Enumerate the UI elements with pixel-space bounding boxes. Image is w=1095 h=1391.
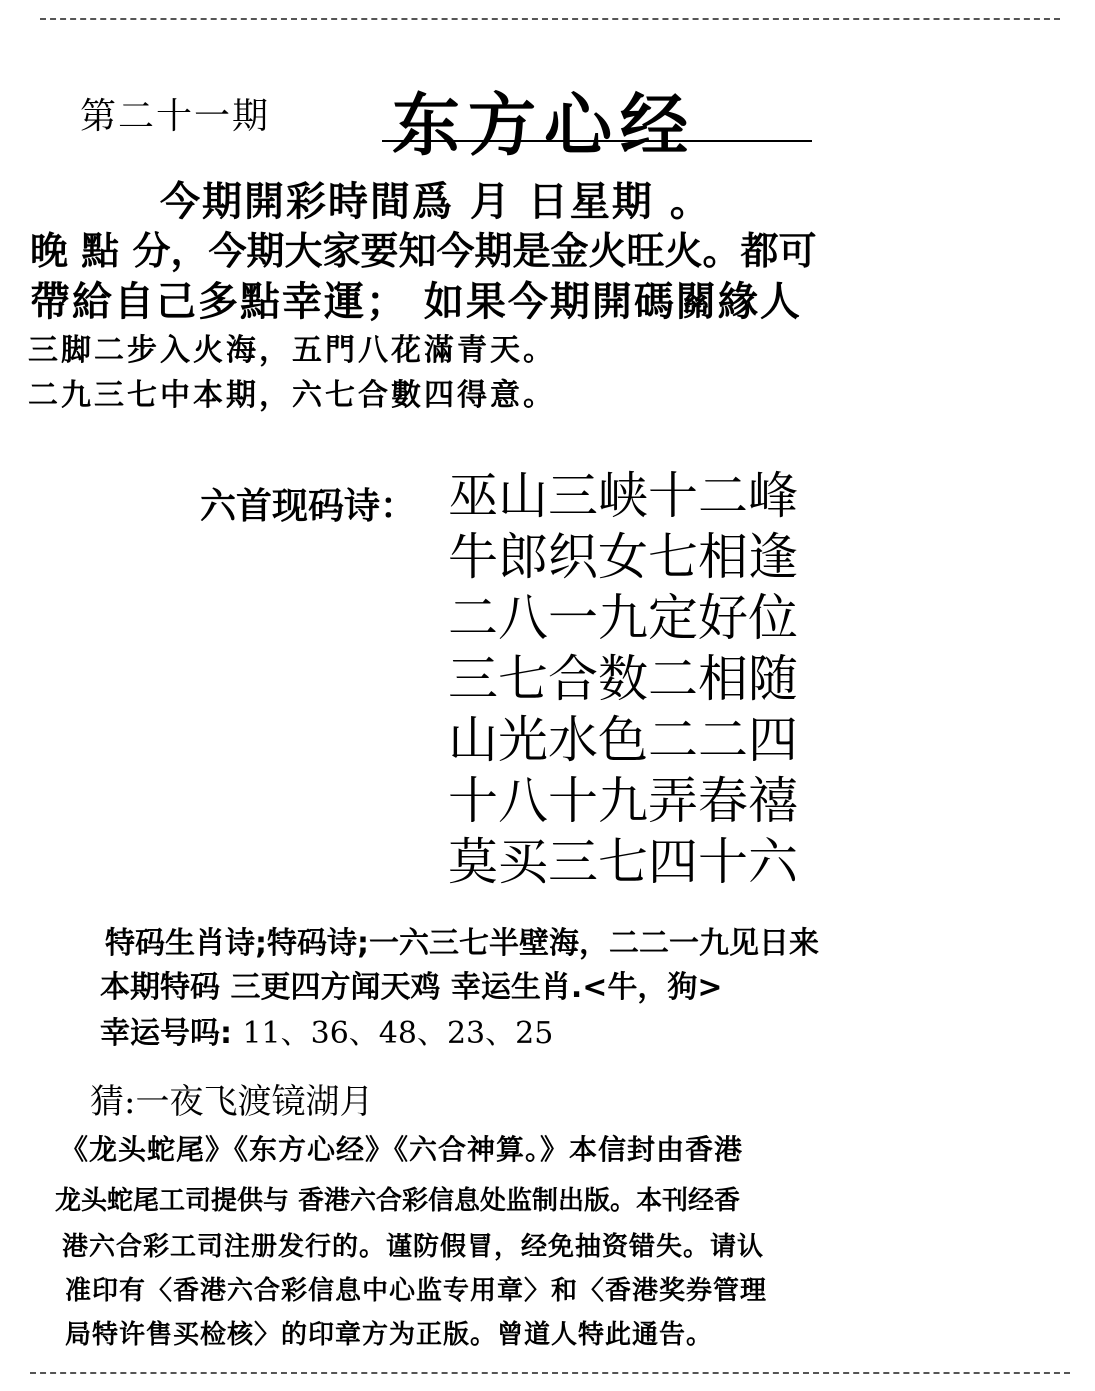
lucky-numbers-line <box>100 1008 553 1052</box>
page-title: 东方心经 <box>392 87 697 166</box>
poem-line: 山光水色二二四 <box>448 711 798 769</box>
poem-line: 三七合数二相随 <box>448 650 798 708</box>
poem-label: 六首现码诗： <box>200 486 417 527</box>
notice-line-3: 港六合彩工司注册发行的。谨防假冒，经免抽资错失。请认 <box>62 1232 765 1262</box>
notice-line-1: 《龙头蛇尾》《东方心经》《六合神算。》本信封由香港 <box>60 1133 744 1166</box>
issue-number: 第二十一期 <box>80 96 271 137</box>
special-poem-line: 特码生肖诗;特码诗;一六三七半壁海，二二一九见日来 <box>105 926 819 961</box>
notice-line-4: 准印有〈香港六合彩信息中心监专用章〉和〈香港奖券管理 <box>65 1276 768 1306</box>
title-underline <box>382 140 812 142</box>
notice-line-5: 局特许售买检核〉的印章方为正版。曾道人特此通告。 <box>65 1320 714 1350</box>
lucky-numbers-label: 幸运号吗: <box>100 1016 232 1051</box>
poem-line: 二八一九定好位 <box>448 589 798 647</box>
poem-line: 莫买三七四十六 <box>448 833 798 891</box>
poem-line: 十八十九弄春禧 <box>448 772 798 830</box>
intro-line-1: 今期開彩時間爲 月 日星期 。 <box>160 179 712 225</box>
intro-line-5: 二九三七中本期，六七合數四得意。 <box>28 378 556 413</box>
lucky-numbers-value: 11、36、48、23、25 <box>242 1016 554 1051</box>
intro-line-4: 三脚二步入火海，五門八花滿青天。 <box>28 333 556 368</box>
top-divider <box>40 18 1060 20</box>
intro-line-3: 帶給自己多點幸運； 如果今期開碼關緣人 <box>30 279 802 325</box>
intro-line-2: 晚 點 分，今期大家要知今期是金火旺火。都可 <box>30 229 817 273</box>
guess-line: 猜:一夜飞渡镜湖月 <box>90 1082 374 1122</box>
special-code-line: 本期特码 三更四方闻天鸡 幸运生肖.<牛，狗> <box>100 970 723 1005</box>
poem-block <box>448 466 798 893</box>
bottom-divider <box>30 1372 1070 1374</box>
poem-line: 巫山三峡十二峰 <box>448 467 798 525</box>
poem-line: 牛郎织女七相逢 <box>448 528 798 586</box>
notice-line-2: 龙头蛇尾工司提供与 香港六合彩信息处监制出版。本刊经香 <box>55 1186 741 1216</box>
